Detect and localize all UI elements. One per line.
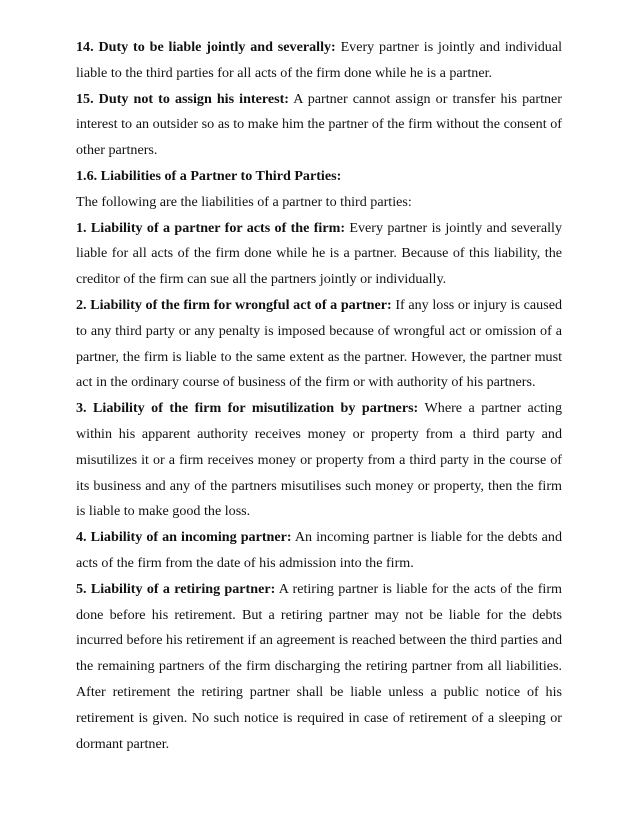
- liability-text: Where a partner acting within his apparent authority receives money or property from a third party and misutilizes it or a firm receives money or property from a third party in the course of its business and any of the partners misutilises such money or property, then the firm is liable to make good the loss.: [76, 400, 562, 520]
- liability-label: 4. Liability of an incoming partner:: [76, 529, 292, 546]
- liability-text: An incoming partner is liable for the debts and acts of the firm from the date of his admission into the firm.: [76, 529, 562, 571]
- liability-label: 1. Liability of a partner for acts of the firm:: [76, 219, 346, 236]
- paragraph-label: 15. Duty not to assign his interest:: [76, 90, 289, 107]
- document-page: [76, 35, 562, 757]
- section-intro: The following are the liabilities of a partner to third parties:: [76, 193, 412, 210]
- paragraph-text: A partner cannot assign or transfer his partner interest to an outsider so as to make him the partner of the firm without the consent of other partners.: [76, 90, 562, 159]
- section-heading: 1.6. Liabilities of a Partner to Third Parties:: [76, 167, 342, 184]
- liability-text: A retiring partner is liable for the acts of the firm done before his retirement. But a retiring partner may not be liable for the debts incurred before his retirement if an agreement is reached between the third parties and the remaining partners of the firm discharging the retiring partner from all liabilities. After retirement the retiring partner shall be liable unless a public notice of his retirement is given. No such notice is required in case of retirement of a sleeping or dormant partner.: [76, 580, 562, 752]
- liability-text: Every partner is jointly and severally liable for all acts of the firm done while he is a partner. Because of this liability, the creditor of the firm can sue all the partners jointly or individually.: [76, 219, 563, 288]
- paragraph-label: 14. Duty to be liable jointly and severally:: [76, 39, 336, 55]
- liability-item-1: [76, 216, 562, 293]
- liability-item-2: [76, 293, 562, 396]
- paragraph-text: Every partner is jointly and individual liable to the third parties for all acts of the firm done while he is a partner.: [76, 39, 562, 81]
- liability-label: 2. Liability of the firm for wrongful act of a partner:: [76, 296, 392, 313]
- paragraph-duty-15: [76, 87, 562, 164]
- liability-item-3: [76, 396, 562, 525]
- liability-item-5: [76, 577, 562, 758]
- liability-label: 5. Liability of a retiring partner:: [76, 580, 276, 597]
- liability-text: If any loss or injury is caused to any third party or any penalty is imposed because of wrongful act or omission of a partner, the firm is liable to the same extent as the partner. However, the partner must act in the ordinary course of business of the firm or with authority of his partners.: [76, 296, 562, 391]
- liability-item-4: [76, 525, 562, 577]
- paragraph-duty-14: [76, 35, 562, 87]
- liability-label: 3. Liability of the firm for misutilization by partners:: [76, 400, 419, 417]
